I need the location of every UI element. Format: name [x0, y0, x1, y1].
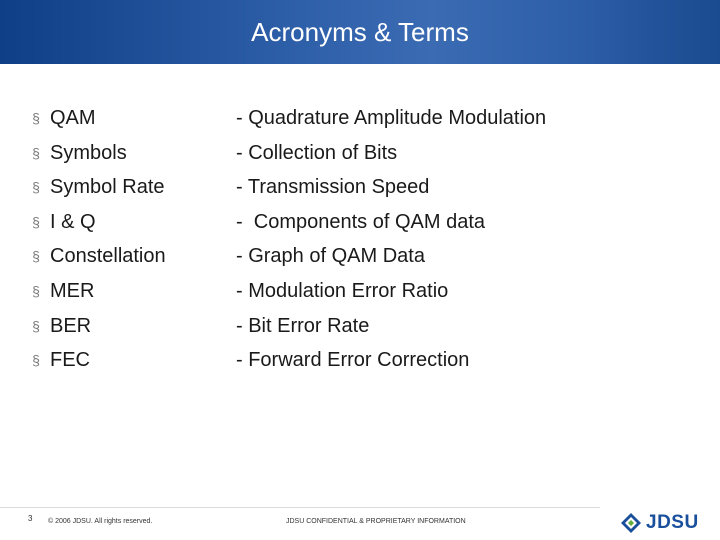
copyright-notice: © 2006 JDSU. All rights reserved.	[48, 518, 153, 525]
term-item	[30, 274, 166, 309]
term-label: Constellation	[50, 245, 166, 268]
term-list	[30, 101, 166, 378]
term-item	[30, 239, 166, 274]
term-definition: - Forward Error Correction	[236, 349, 470, 372]
term-item	[30, 205, 166, 240]
logo-wordmark: JDSU	[646, 512, 699, 533]
bullet-icon: §	[32, 144, 40, 161]
bullet-icon: §	[32, 282, 40, 299]
bullet-icon: §	[32, 179, 40, 196]
jdsu-logo	[620, 509, 699, 537]
term-item	[30, 136, 166, 171]
bullet-icon: §	[32, 213, 40, 230]
term-label: I & Q	[50, 210, 96, 233]
term-definition: - Graph of QAM Data	[236, 245, 425, 268]
term-label: Symbols	[50, 141, 127, 164]
term-definition: - Quadrature Amplitude Modulation	[236, 107, 547, 129]
bullet-icon: §	[32, 248, 40, 265]
term-definition: - Modulation Error Ratio	[236, 279, 449, 302]
term-label: QAM	[50, 107, 96, 129]
term-label: Symbol Rate	[50, 176, 165, 199]
bullet-icon: §	[32, 317, 40, 334]
jdsu-diamond-icon	[620, 512, 642, 534]
term-item	[30, 101, 166, 136]
page-number: 3	[28, 514, 33, 523]
term-item	[30, 170, 166, 205]
term-item	[30, 343, 166, 378]
confidentiality-notice: JDSU CONFIDENTIAL & PROPRIETARY INFORMATION	[286, 518, 466, 525]
term-definition: - Transmission Speed	[236, 176, 430, 199]
slide-title: Acronyms & Terms	[251, 17, 469, 47]
term-definition: - Bit Error Rate	[236, 314, 370, 337]
term-label: BER	[50, 314, 92, 337]
definition-list	[236, 101, 546, 378]
bullet-icon: §	[32, 110, 40, 126]
term-item	[30, 309, 166, 344]
bullet-icon: §	[32, 352, 40, 369]
term-label: MER	[50, 279, 95, 302]
title-banner	[0, 0, 720, 64]
term-label: FEC	[50, 349, 90, 372]
term-definition: - Components of QAM data	[236, 210, 486, 233]
footer-divider	[0, 507, 600, 508]
term-definition: - Collection of Bits	[236, 141, 398, 164]
